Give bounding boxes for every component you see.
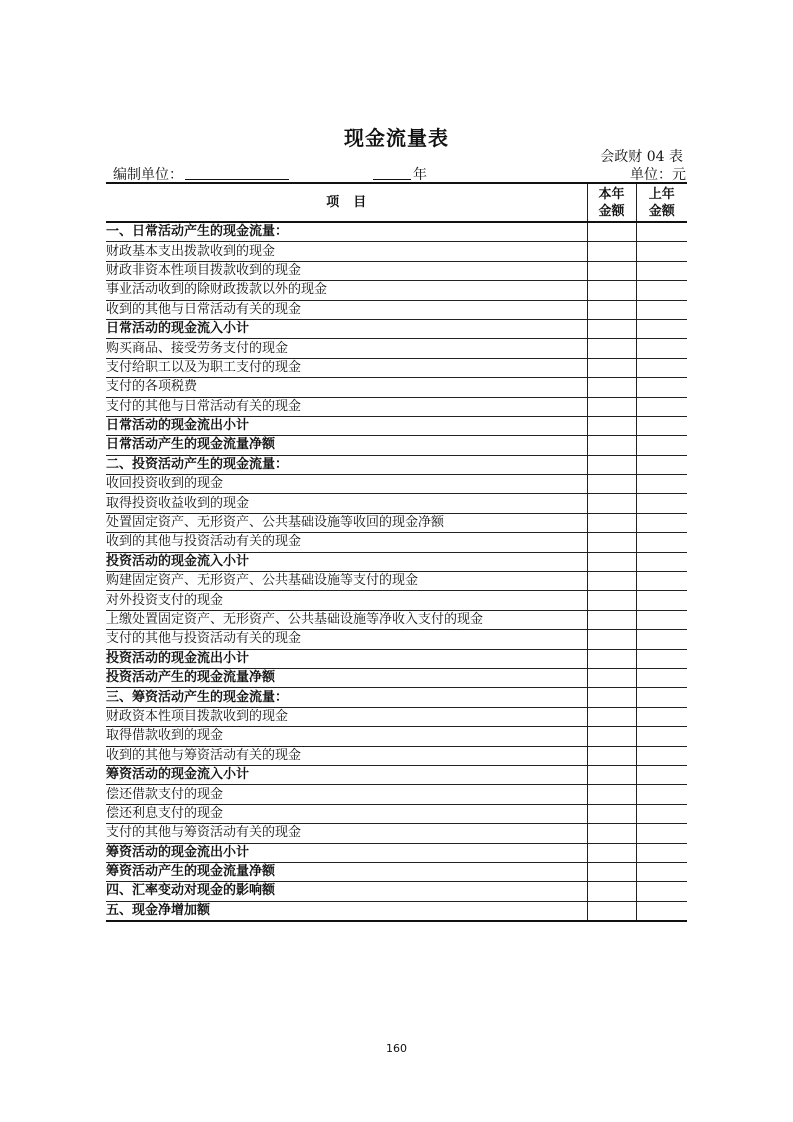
row-label-section: 四、汇率变动对现金的影响额 (106, 882, 587, 901)
row-label-item: 偿还借款支付的现金 (106, 785, 587, 804)
table-row (106, 455, 687, 474)
prior-year-amount-cell (636, 261, 687, 280)
table-row (106, 300, 687, 319)
current-year-amount-cell (587, 281, 636, 300)
prior-year-amount-cell (636, 475, 687, 494)
row-label-section: 一、日常活动产生的现金流量： (106, 222, 587, 242)
prior-year-amount-cell (636, 339, 687, 358)
current-year-amount-cell (587, 591, 636, 610)
current-year-amount-cell (587, 455, 636, 474)
row-label-net: 日常活动产生的现金流量净额 (106, 436, 587, 455)
table-row (106, 397, 687, 416)
prior-year-amount-cell (636, 707, 687, 726)
prior-year-amount-cell (636, 300, 687, 319)
table-row (106, 319, 687, 338)
table-header-row (106, 183, 687, 222)
row-label-item: 财政基本支出拨款收到的现金 (106, 242, 587, 261)
prior-year-amount-cell (636, 668, 687, 687)
row-label-item: 支付的其他与投资活动有关的现金 (106, 630, 587, 649)
table-row (106, 222, 687, 242)
current-year-amount-cell (587, 785, 636, 804)
table-row (106, 416, 687, 435)
prior-year-amount-cell (636, 397, 687, 416)
table-row (106, 804, 687, 823)
current-year-amount-cell (587, 339, 636, 358)
prior-year-amount-cell (636, 416, 687, 435)
prior-year-amount-cell (636, 591, 687, 610)
row-label-item: 收到的其他与日常活动有关的现金 (106, 300, 587, 319)
table-row (106, 610, 687, 629)
prior-year-amount-cell (636, 455, 687, 474)
current-year-amount-cell (587, 824, 636, 843)
current-year-amount-cell (587, 436, 636, 455)
prior-year-amount-cell (636, 785, 687, 804)
current-year-amount-cell (587, 630, 636, 649)
row-label-subtotal: 筹资活动的现金流入小计 (106, 765, 587, 784)
prior-year-amount-cell (636, 901, 687, 921)
row-label-item: 取得借款收到的现金 (106, 727, 587, 746)
row-label-subtotal: 筹资活动的现金流出小计 (106, 843, 587, 862)
prior-year-amount-cell (636, 630, 687, 649)
current-year-amount-cell (587, 804, 636, 823)
prior-year-amount-cell (636, 552, 687, 571)
column-header-item: 项目 (106, 183, 587, 222)
row-label-item: 收回投资收到的现金 (106, 475, 587, 494)
table-row (106, 475, 687, 494)
table-row (106, 436, 687, 455)
prior-year-amount-cell (636, 436, 687, 455)
prior-year-amount-cell (636, 843, 687, 862)
prior-year-amount-cell (636, 242, 687, 261)
prepared-by-label: 编制单位： (113, 167, 183, 183)
current-year-amount-cell (587, 862, 636, 881)
row-label-item: 收到的其他与投资活动有关的现金 (106, 533, 587, 552)
cash-flow-table (106, 182, 687, 922)
prior-year-amount-cell (636, 533, 687, 552)
year-blank (373, 179, 411, 180)
table-row (106, 591, 687, 610)
table-row (106, 882, 687, 901)
prior-year-amount-cell (636, 610, 687, 629)
row-label-section: 二、投资活动产生的现金流量： (106, 455, 587, 474)
prepared-by-blank (185, 179, 289, 180)
row-label-item: 支付的各项税费 (106, 378, 587, 397)
table-row (106, 242, 687, 261)
current-year-amount-cell (587, 746, 636, 765)
currency-unit-label: 单位：元 (630, 167, 686, 183)
prior-year-line1: 上年 (648, 186, 675, 202)
prior-year-amount-cell (636, 746, 687, 765)
current-year-amount-cell (587, 261, 636, 280)
table-row (106, 378, 687, 397)
table-row (106, 901, 687, 921)
prior-year-amount-cell (636, 824, 687, 843)
row-label-section: 三、筹资活动产生的现金流量： (106, 688, 587, 707)
current-year-amount-cell (587, 319, 636, 338)
row-label-item: 财政非资本性项目拨款收到的现金 (106, 261, 587, 280)
row-label-item: 处置固定资产、无形资产、公共基础设施等收回的现金净额 (106, 513, 587, 532)
table-row (106, 668, 687, 687)
year-label: 年 (413, 167, 427, 183)
prior-year-amount-cell (636, 862, 687, 881)
header-info-line (113, 164, 686, 184)
table-row (106, 649, 687, 668)
row-label-section: 五、现金净增加额 (106, 901, 587, 921)
prior-year-amount-cell (636, 319, 687, 338)
prior-year-amount-cell (636, 649, 687, 668)
row-label-item: 对外投资支付的现金 (106, 591, 587, 610)
table-row (106, 513, 687, 532)
prior-year-amount-cell (636, 222, 687, 242)
prior-year-amount-cell (636, 882, 687, 901)
current-year-amount-cell (587, 475, 636, 494)
table-row (106, 785, 687, 804)
prior-year-amount-cell (636, 688, 687, 707)
row-label-net: 投资活动产生的现金流量净额 (106, 668, 587, 687)
row-label-item: 收到的其他与筹资活动有关的现金 (106, 746, 587, 765)
prior-year-amount-cell (636, 378, 687, 397)
current-year-line2: 金额 (598, 203, 625, 219)
current-year-amount-cell (587, 552, 636, 571)
current-year-amount-cell (587, 843, 636, 862)
form-code: 会政财 04 表 (600, 149, 683, 165)
current-year-amount-cell (587, 727, 636, 746)
row-label-subtotal: 投资活动的现金流入小计 (106, 552, 587, 571)
row-label-item: 支付的其他与筹资活动有关的现金 (106, 824, 587, 843)
row-label-subtotal: 日常活动的现金流入小计 (106, 319, 587, 338)
current-year-amount-cell (587, 901, 636, 921)
table-row (106, 862, 687, 881)
row-label-net: 筹资活动产生的现金流量净额 (106, 862, 587, 881)
row-label-item: 偿还利息支付的现金 (106, 804, 587, 823)
row-label-subtotal: 投资活动的现金流出小计 (106, 649, 587, 668)
column-header-prior-year (636, 183, 687, 222)
current-year-amount-cell (587, 242, 636, 261)
table-row (106, 843, 687, 862)
row-label-item: 支付的其他与日常活动有关的现金 (106, 397, 587, 416)
current-year-amount-cell (587, 765, 636, 784)
row-label-item: 上缴处置固定资产、无形资产、公共基础设施等净收入支付的现金 (106, 610, 587, 629)
prior-year-amount-cell (636, 572, 687, 591)
document-title: 现金流量表 (344, 126, 449, 150)
current-year-amount-cell (587, 533, 636, 552)
row-label-item: 购建固定资产、无形资产、公共基础设施等支付的现金 (106, 572, 587, 591)
current-year-amount-cell (587, 649, 636, 668)
table-row (106, 281, 687, 300)
current-year-amount-cell (587, 688, 636, 707)
column-header-current-year (587, 183, 636, 222)
table-row (106, 339, 687, 358)
prior-year-amount-cell (636, 765, 687, 784)
current-year-amount-cell (587, 416, 636, 435)
table-row (106, 533, 687, 552)
table-row (106, 746, 687, 765)
row-label-item: 支付给职工以及为职工支付的现金 (106, 358, 587, 377)
table-row (106, 358, 687, 377)
current-year-amount-cell (587, 397, 636, 416)
table-row (106, 727, 687, 746)
prior-year-amount-cell (636, 727, 687, 746)
current-year-amount-cell (587, 707, 636, 726)
row-label-item: 取得投资收益收到的现金 (106, 494, 587, 513)
current-year-amount-cell (587, 513, 636, 532)
table-row (106, 261, 687, 280)
table-row (106, 707, 687, 726)
table-row (106, 824, 687, 843)
current-year-amount-cell (587, 882, 636, 901)
current-year-amount-cell (587, 358, 636, 377)
prior-year-amount-cell (636, 358, 687, 377)
table-row (106, 765, 687, 784)
current-year-amount-cell (587, 300, 636, 319)
table-row (106, 688, 687, 707)
row-label-item: 购买商品、接受劳务支付的现金 (106, 339, 587, 358)
prior-year-amount-cell (636, 494, 687, 513)
current-year-line1: 本年 (598, 186, 625, 202)
current-year-amount-cell (587, 378, 636, 397)
row-label-item: 事业活动收到的除财政拨款以外的现金 (106, 281, 587, 300)
row-label-item: 财政资本性项目拨款收到的现金 (106, 707, 587, 726)
current-year-amount-cell (587, 494, 636, 513)
prior-year-line2: 金额 (648, 203, 675, 219)
page-number: 160 (386, 1042, 407, 1055)
table-row (106, 494, 687, 513)
current-year-amount-cell (587, 668, 636, 687)
current-year-amount-cell (587, 222, 636, 242)
row-label-subtotal: 日常活动的现金流出小计 (106, 416, 587, 435)
table-row (106, 630, 687, 649)
prior-year-amount-cell (636, 281, 687, 300)
current-year-amount-cell (587, 610, 636, 629)
prior-year-amount-cell (636, 513, 687, 532)
current-year-amount-cell (587, 572, 636, 591)
table-row (106, 552, 687, 571)
table-row (106, 572, 687, 591)
prior-year-amount-cell (636, 804, 687, 823)
